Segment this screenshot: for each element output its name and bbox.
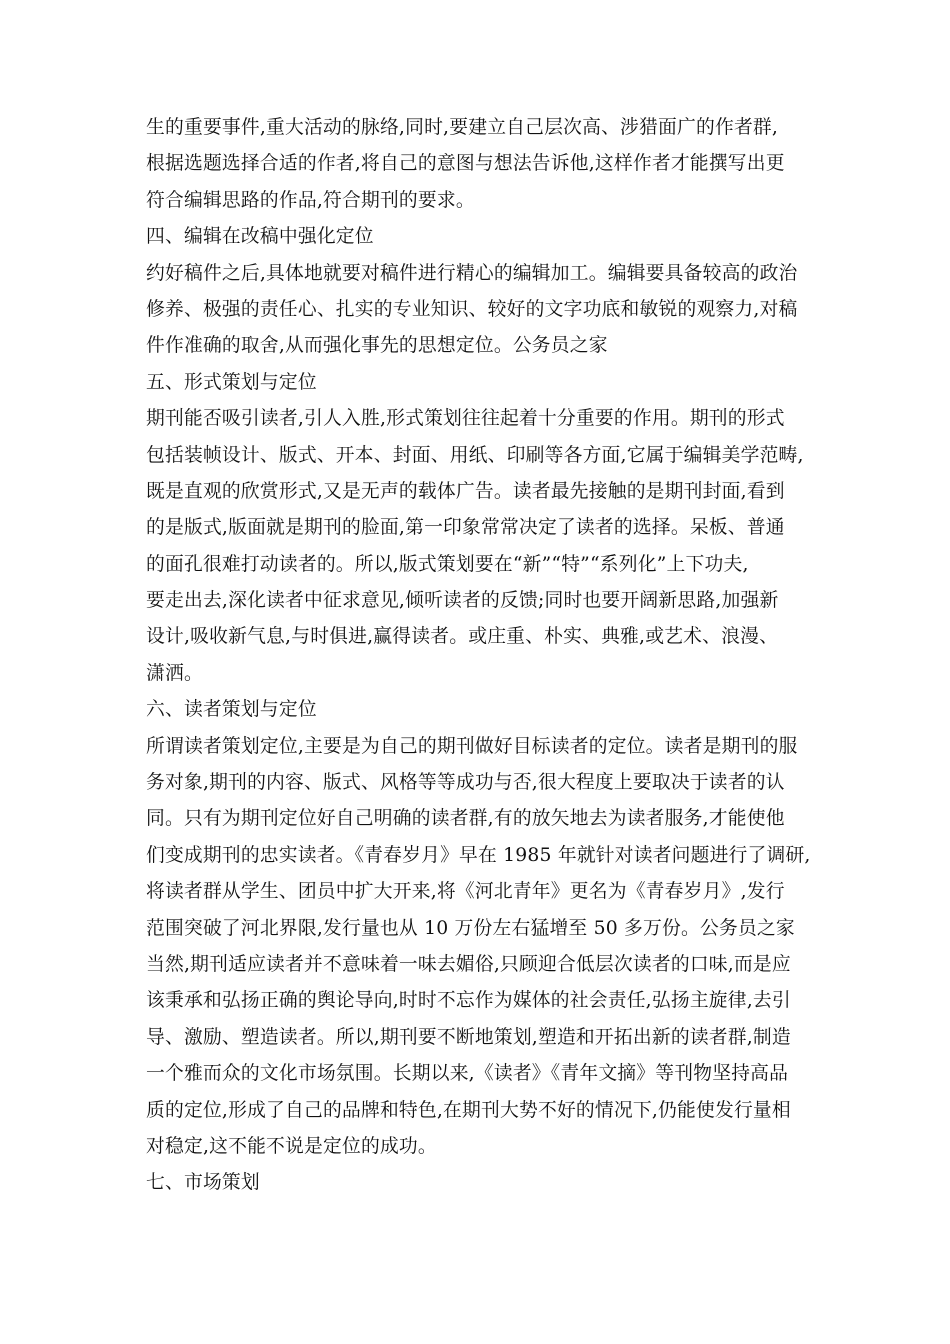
text-line: 一个雅而众的文化市场氛围。长期以来,《读者》《青年文摘》等刊物坚持高品 [146,1063,789,1085]
text-line: 期刊能否吸引读者,引人入胜,形式策划往往起着十分重要的作用。期刊的形式 [146,408,785,430]
text-line: 务对象,期刊的内容、版式、风格等等成功与否,很大程度上要取决于读者的认 [146,772,785,794]
text-line: 设计,吸收新气息,与时俱进,赢得读者。或庄重、朴实、典雅,或艺术、浪漫、 [146,626,779,648]
text-line: 所谓读者策划定位,主要是为自己的期刊做好目标读者的定位。读者是期刊的服 [146,735,798,757]
text-line: 生的重要事件,重大活动的脉络,同时,要建立自己层次高、涉猎面广的作者群, [146,117,779,138]
text-line: 件作准确的取舍,从而强化事先的思想定位。公务员之家 [146,335,608,357]
section-heading: 五、形式策划与定位 [146,371,317,393]
text-line: 包括装帧设计、版式、开本、封面、用纸、印刷等各方面,它属于编辑美学范畴, [146,444,804,466]
document-body [146,110,810,1202]
text-line: 当然,期刊适应读者并不意味着一味去媚俗,只顾迎合低层次读者的口味,而是应 [146,953,791,975]
text-line: 的是版式,版面就是期刊的脸面,第一印象常常决定了读者的选择。呆板、普通 [146,517,785,539]
text-line: 既是直观的欣赏形式,又是无声的载体广告。读者最先接触的是期刊封面,看到 [146,480,785,502]
text-line: 要走出去,深化读者中征求意见,倾听读者的反馈;同时也要开阔新思路,加强新 [146,590,779,612]
text-line: 的面孔很难打动读者的。所以,版式策划要在“新”“特”“系列化”上下功夫, [146,553,749,575]
section-heading: 四、编辑在改稿中强化定位 [146,226,374,248]
text-line: 们变成期刊的忠实读者。《青春岁月》早在 1985 年就针对读者问题进行了调研, [146,844,811,866]
text-line: 将读者群从学生、团员中扩大开来,将《河北青年》更名为《青春岁月》,发行 [146,881,785,903]
text-line: 修养、极强的责任心、扎实的专业知识、较好的文字功底和敏锐的观察力,对稿 [146,298,798,320]
section-heading: 七、市场策划 [146,1172,260,1194]
text-line: 范围突破了河北界限,发行量也从 10 万份左右猛增至 50 多万份。公务员之家 [146,917,795,939]
text-line: 导、激励、塑造读者。所以,期刊要不断地策划,塑造和开拓出新的读者群,制造 [146,1026,791,1048]
section-heading: 六、读者策划与定位 [146,699,317,721]
text-line: 根据选题选择合适的作者,将自己的意图与想法告诉他,这样作者才能撰写出更 [146,153,785,175]
text-line: 该秉承和弘扬正确的舆论导向,时时不忘作为媒体的社会责任,弘扬主旋律,去引 [146,990,791,1012]
text-line: 同。只有为期刊定位好自己明确的读者群,有的放矢地去为读者服务,才能使他 [146,808,785,830]
text-line: 潇洒。 [146,662,203,684]
text-line: 质的定位,形成了自己的品牌和特色,在期刊大势不好的情况下,仍能使发行量相 [146,1099,791,1121]
text-line: 符合编辑思路的作品,符合期刊的要求。 [146,189,475,211]
text-line: 对稳定,这不能不说是定位的成功。 [146,1135,437,1157]
text-line: 约好稿件之后,具体地就要对稿件进行精心的编辑加工。编辑要具备较高的政治 [146,262,798,284]
